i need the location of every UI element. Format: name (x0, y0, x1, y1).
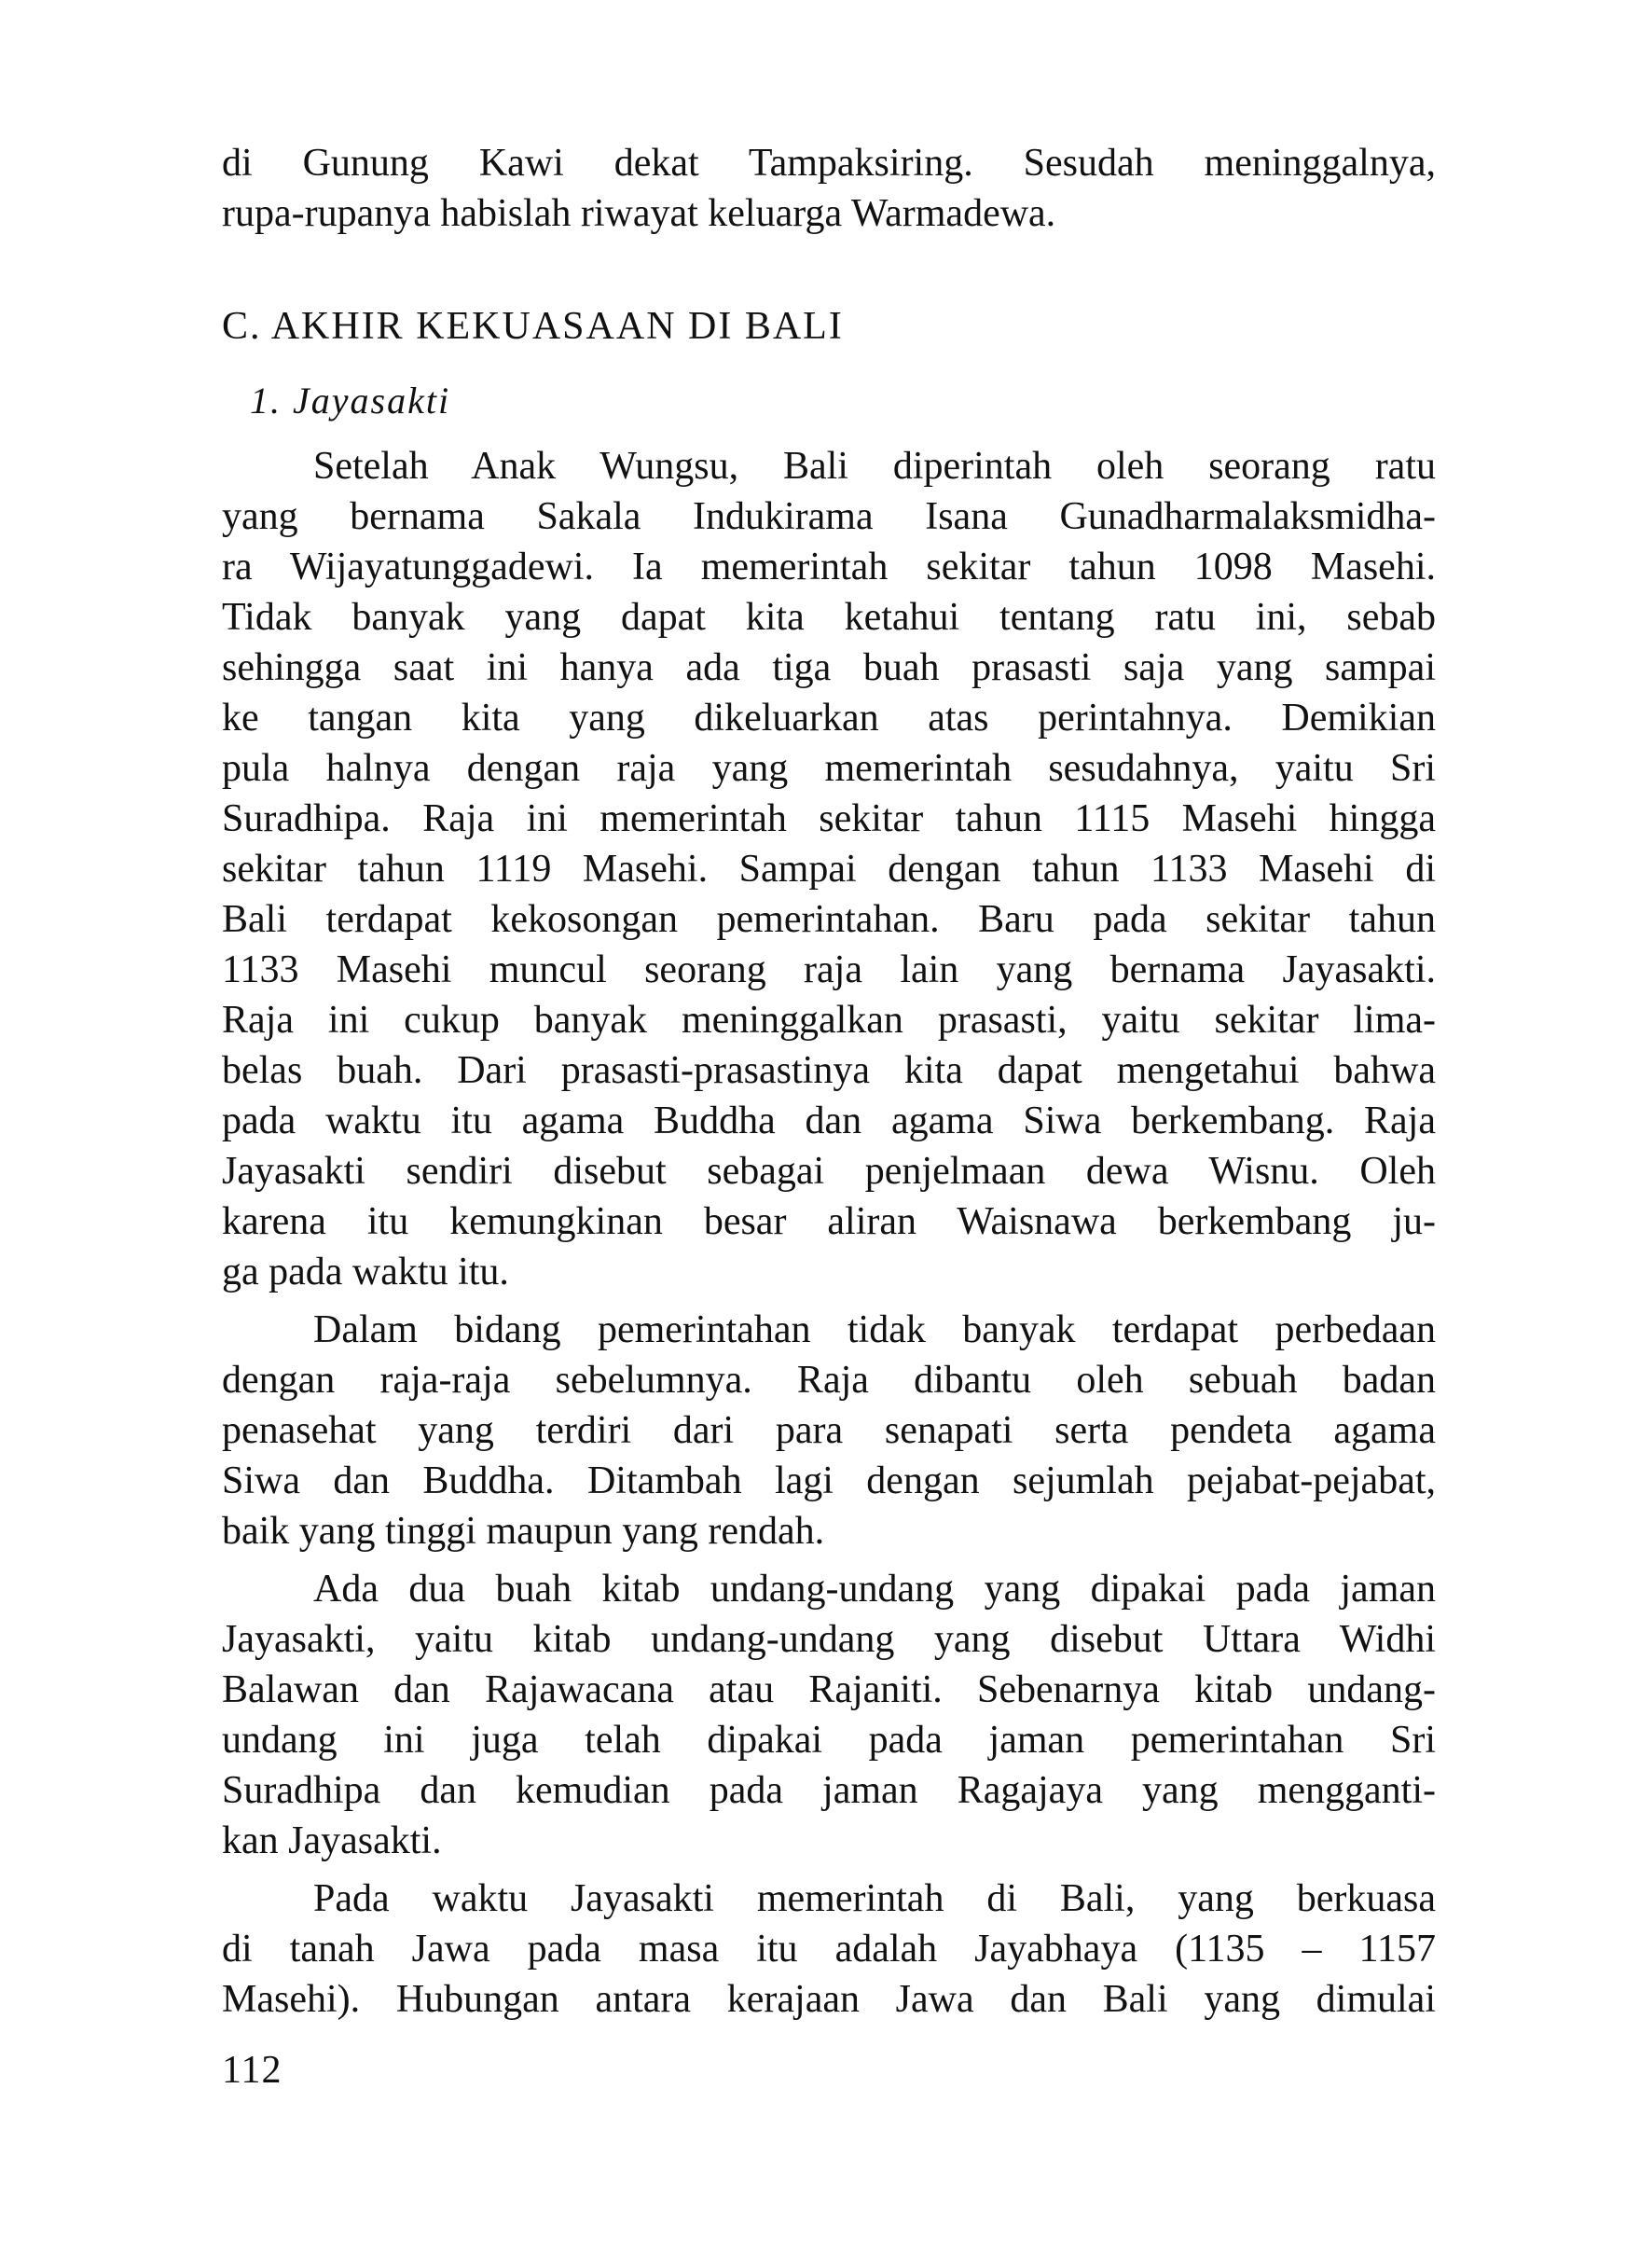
paragraph-line: undang ini juga telah dipakai pada jaman pemerintahan Sri (222, 1719, 1436, 1762)
paragraph-line: Bali terdapat kekosongan pemerintahan. Baru pada sekitar tahun (222, 898, 1436, 941)
paragraph-line: di tanah Jawa pada masa itu adalah Jayabhaya (1135 – 1157 (222, 1928, 1436, 1971)
paragraph-line: yang bernama Sakala Indukirama Isana Gunadharmalaksmidha- (222, 495, 1436, 538)
section-heading: C. AKHIR KEKUASAAN DI BALI (222, 305, 844, 348)
paragraph-line: sekitar tahun 1119 Masehi. Sampai dengan tahun 1133 Masehi di (222, 848, 1436, 891)
paragraph-line: Dalam bidang pemerintahan tidak banyak terdapat perbedaan (313, 1308, 1436, 1351)
paragraph-line: Masehi). Hubungan antara kerajaan Jawa dan Bali yang dimulai (222, 1978, 1436, 2021)
paragraph-line: baik yang tinggi maupun yang rendah. (222, 1510, 825, 1553)
paragraph-line: ra Wijayatunggadewi. Ia memerintah sekitar tahun 1098 Masehi. (222, 546, 1436, 588)
paragraph-line: Setelah Anak Wungsu, Bali diperintah oleh seorang ratu (313, 445, 1436, 488)
paragraph-line: sehingga saat ini hanya ada tiga buah prasasti saja yang sampai (222, 646, 1436, 689)
paragraph-line: penasehat yang terdiri dari para senapati serta pendeta agama (222, 1409, 1436, 1452)
paragraph-line: ga pada waktu itu. (222, 1251, 509, 1293)
intro-line: rupa-rupanya habislah riwayat keluarga Warmadewa. (222, 192, 1056, 235)
paragraph-line: pada waktu itu agama Buddha dan agama Siwa berkembang. Raja (222, 1099, 1436, 1142)
paragraph-line: pula halnya dengan raja yang memerintah sesudahnya, yaitu Sri (222, 747, 1436, 790)
page-number: 112 (222, 2049, 282, 2092)
paragraph-line: dengan raja-raja sebelumnya. Raja dibantu oleh sebuah badan (222, 1359, 1436, 1402)
paragraph-line: Suradhipa dan kemudian pada jaman Ragajaya yang mengganti- (222, 1769, 1436, 1812)
paragraph-line: Tidak banyak yang dapat kita ketahui tentang ratu ini, sebab (222, 596, 1436, 639)
paragraph-line: Balawan dan Rajawacana atau Rajaniti. Sebenarnya kitab undang- (222, 1668, 1436, 1711)
paragraph-line: Raja ini cukup banyak meninggalkan prasasti, yaitu sekitar lima- (222, 999, 1436, 1042)
paragraph-line: Jayasakti, yaitu kitab undang-undang yang disebut Uttara Widhi (222, 1618, 1436, 1661)
paragraph-line: karena itu kemungkinan besar aliran Waisnawa berkembang ju- (222, 1200, 1436, 1243)
intro-line: di Gunung Kawi dekat Tampaksiring. Sesudah meninggalnya, (222, 142, 1436, 185)
paragraph-line: ke tangan kita yang dikeluarkan atas perintahnya. Demikian (222, 697, 1436, 740)
paragraph-line: Pada waktu Jayasakti memerintah di Bali, yang berkuasa (313, 1877, 1436, 1920)
section-subheading: 1. Jayasakti (250, 380, 451, 422)
paragraph-line: Jayasakti sendiri disebut sebagai penjelmaan dewa Wisnu. Oleh (222, 1150, 1436, 1193)
paragraph-line: Ada dua buah kitab undang-undang yang dipakai pada jaman (313, 1568, 1436, 1611)
paragraph-line: Suradhipa. Raja ini memerintah sekitar tahun 1115 Masehi hingga (222, 797, 1436, 840)
paragraph-line: 1133 Masehi muncul seorang raja lain yang bernama Jayasakti. (222, 948, 1436, 991)
paragraph-line: belas buah. Dari prasasti-prasastinya kita dapat mengetahui bahwa (222, 1049, 1436, 1092)
paragraph-line: kan Jayasakti. (222, 1819, 442, 1862)
paragraph-line: Siwa dan Buddha. Ditambah lagi dengan sejumlah pejabat-pejabat, (222, 1459, 1436, 1502)
